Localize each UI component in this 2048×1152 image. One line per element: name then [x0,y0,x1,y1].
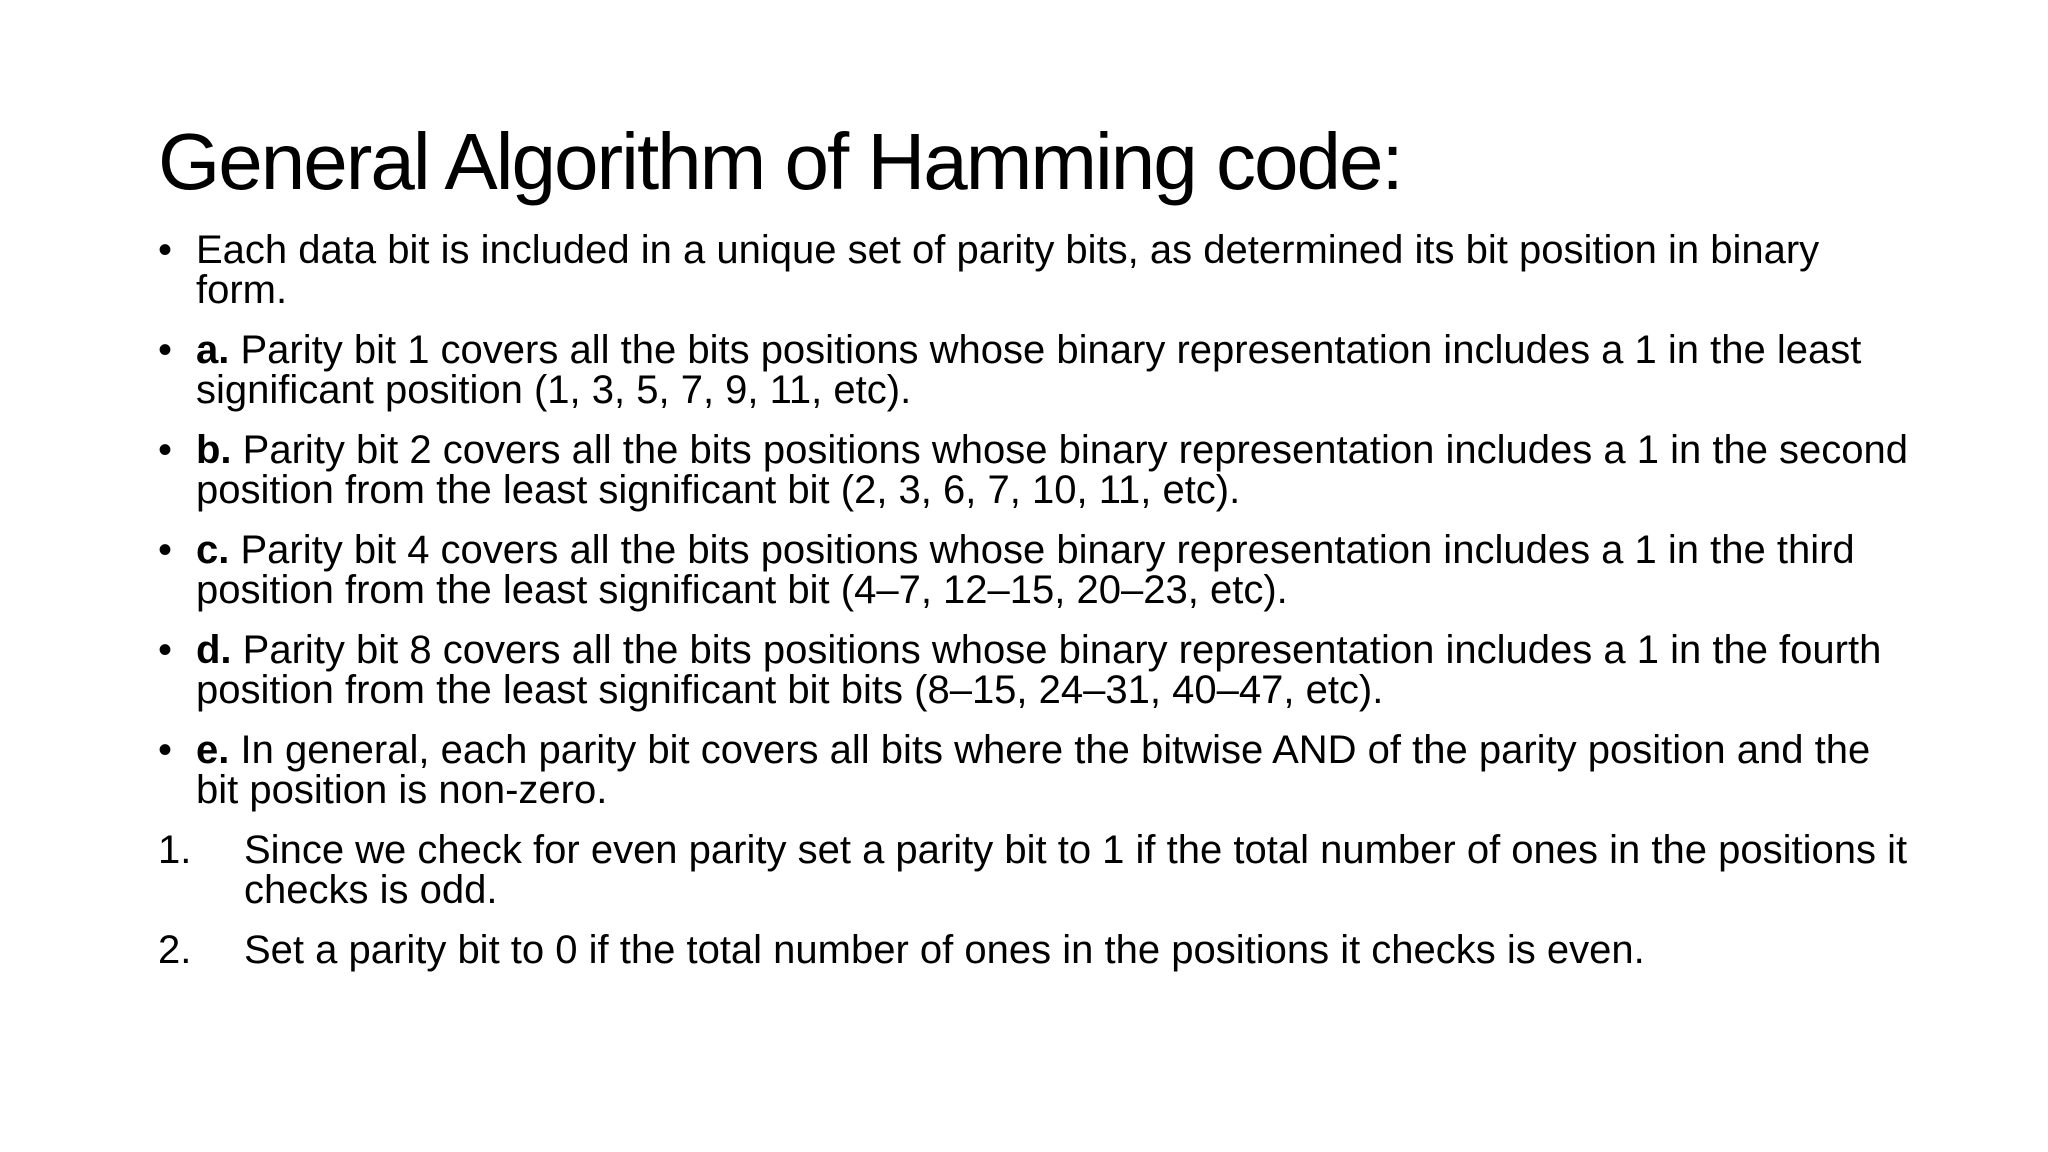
bullet-lead: e. [196,728,230,772]
bullet-lead: d. [196,628,232,672]
bullet-text: Each data bit is included in a unique set of parity bits, as determined its bit position in binary form. [196,228,1820,312]
bullet-item [158,730,1918,810]
bullet-lead: a. [196,328,230,372]
bullet-marker: • [158,528,173,572]
slide-content [158,230,1918,990]
numbered-step [158,830,1918,910]
bullet-item [158,430,1918,510]
bullet-text: In general, each parity bit covers all bits where the bitwise AND of the parity position and the bit position is non-zero. [196,728,1871,812]
bullet-item [158,230,1918,310]
step-text: Set a parity bit to 0 if the total number of ones in the positions it checks is even. [244,928,1645,972]
bullet-item [158,330,1918,410]
bullet-text: Parity bit 4 covers all the bits positions whose binary representation includes a 1 in the third position from the least significant bit (4–7, 12–15, 20–23, etc). [196,528,1855,612]
step-number: 1. [158,828,192,872]
bullet-item [158,530,1918,610]
bullet-marker: • [158,428,173,472]
bullet-lead: c. [196,528,230,572]
step-text: Since we check for even parity set a parity bit to 1 if the total number of ones in the positions it checks is odd. [244,828,1908,912]
step-number: 2. [158,928,192,972]
bullet-text: Parity bit 1 covers all the bits positions whose binary representation includes a 1 in the least significant position (1, 3, 5, 7, 9, 11, etc). [196,328,1862,412]
bullet-item [158,630,1918,710]
numbered-step [158,930,1918,970]
bullet-marker: • [158,628,173,672]
slide-title: General Algorithm of Hamming code: [158,117,1402,206]
bullet-text: Parity bit 2 covers all the bits positions whose binary representation includes a 1 in the second position from the least significant bit (2, 3, 6, 7, 10, 11, etc). [196,428,1909,512]
bullet-text: Parity bit 8 covers all the bits positions whose binary representation includes a 1 in the fourth position from the least significant bit bits (8–15, 24–31, 40–47, etc). [196,628,1882,712]
bullet-marker: • [158,228,173,272]
bullet-marker: • [158,328,173,372]
bullet-marker: • [158,728,173,772]
bullet-lead: b. [196,428,232,472]
